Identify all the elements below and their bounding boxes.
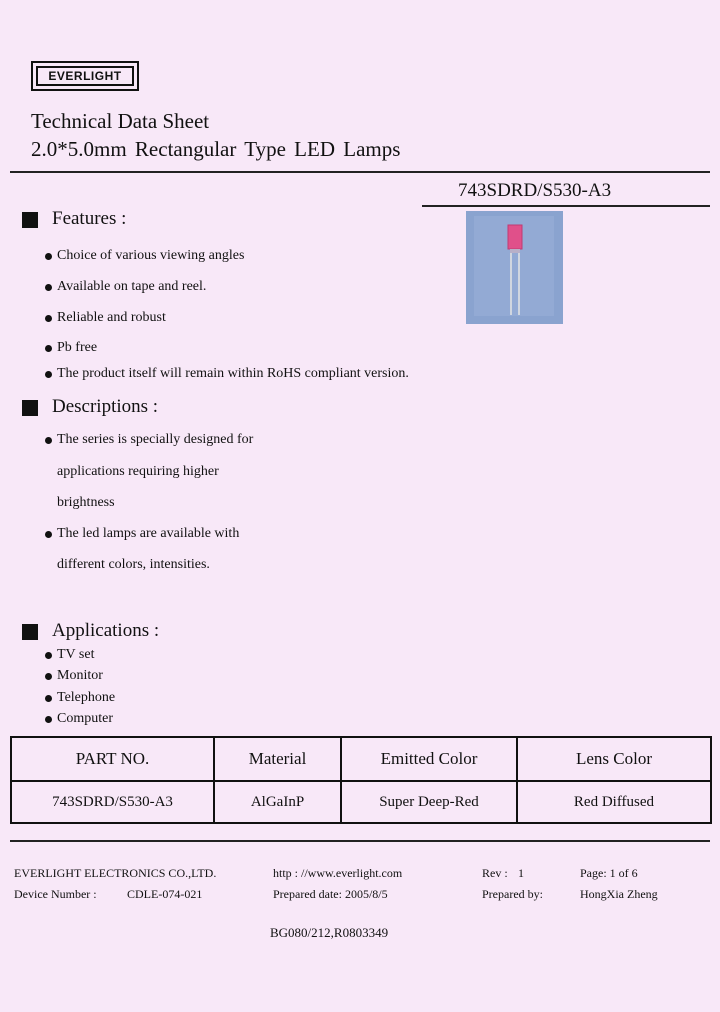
doc-type-title: Technical Data Sheet — [31, 109, 210, 133]
prepared-by-value: HongXia Zheng — [580, 887, 658, 901]
feature-item: Pb free — [57, 340, 98, 355]
part-number: 743SDRD/S530-A3 — [458, 180, 612, 201]
table-row — [11, 781, 711, 823]
bullet-icon — [45, 345, 52, 352]
features-title: Features : — [52, 208, 127, 229]
bullet-icon — [45, 652, 52, 659]
product-title: 2.0*5.0mm Rectangular Type LED Lamps — [31, 137, 401, 161]
bullet-icon — [45, 315, 52, 322]
bullet-icon — [45, 695, 52, 702]
header-lens-color: Lens Color — [517, 737, 711, 781]
applications-title: Applications : — [52, 620, 160, 641]
prepared-date: Prepared date: 2005/8/5 — [273, 887, 388, 901]
application-item: Monitor — [57, 668, 103, 683]
led-photo — [466, 211, 563, 324]
everlight-logo — [31, 61, 139, 91]
application-item: Telephone — [57, 690, 116, 705]
part-number-underline — [422, 205, 710, 207]
footer-divider — [10, 840, 710, 842]
document-id: BG080/212,R0803349 — [270, 925, 389, 940]
description-line: brightness — [57, 495, 115, 510]
description-line: The series is specially designed for — [57, 432, 254, 447]
bullet-icon — [45, 371, 52, 378]
device-number-value: CDLE-074-021 — [127, 887, 203, 901]
description-line: applications requiring higher — [57, 464, 219, 479]
description-line: The led lamps are available with — [57, 526, 240, 541]
table-header-row — [11, 737, 711, 781]
company-name: EVERLIGHT ELECTRONICS CO.,LTD. — [14, 866, 217, 880]
logo-text: EVERLIGHT — [36, 66, 134, 86]
applications-section-marker — [22, 624, 38, 640]
rev-label: Rev : — [482, 866, 508, 880]
cell-material: AlGaInP — [214, 781, 341, 823]
rev-value: 1 — [518, 866, 524, 880]
website-link[interactable]: http : //www.everlight.com — [273, 866, 403, 880]
header-emitted-color: Emitted Color — [341, 737, 517, 781]
bullet-icon — [45, 253, 52, 260]
application-item: TV set — [57, 647, 95, 662]
cell-emitted-color: Super Deep-Red — [341, 781, 517, 823]
feature-item: Reliable and robust — [57, 310, 166, 325]
cell-lens-color: Red Diffused — [517, 781, 711, 823]
page-info: Page: 1 of 6 — [580, 866, 638, 880]
led-lamp-image — [466, 211, 563, 324]
feature-item: The product itself will remain within RoHS compliant version. — [57, 366, 409, 381]
header-divider — [10, 171, 710, 173]
bullet-icon — [45, 716, 52, 723]
header-material: Material — [214, 737, 341, 781]
cell-part-no: 743SDRD/S530-A3 — [11, 781, 214, 823]
bullet-icon — [45, 437, 52, 444]
bullet-icon — [45, 673, 52, 680]
feature-item: Choice of various viewing angles — [57, 248, 245, 263]
descriptions-title: Descriptions : — [52, 396, 159, 417]
bullet-icon — [45, 284, 52, 291]
prepared-by-label: Prepared by: — [482, 887, 543, 901]
features-section-marker — [22, 212, 38, 228]
header-part-no: PART NO. — [11, 737, 214, 781]
feature-item: Available on tape and reel. — [57, 279, 207, 294]
device-number-label: Device Number : — [14, 887, 97, 901]
description-line: different colors, intensities. — [57, 557, 210, 572]
application-item: Computer — [57, 711, 113, 726]
part-spec-table — [10, 736, 710, 822]
descriptions-section-marker — [22, 400, 38, 416]
bullet-icon — [45, 531, 52, 538]
